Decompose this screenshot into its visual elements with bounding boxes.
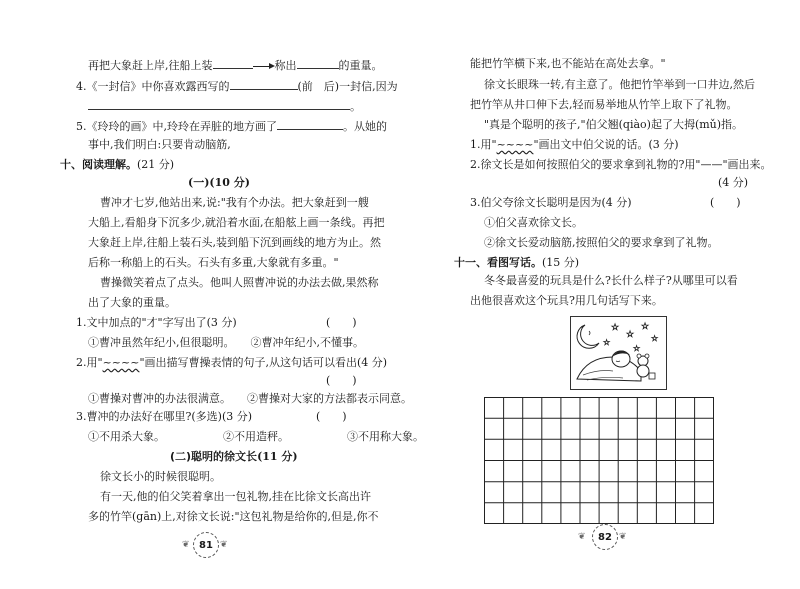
q4-text-a: 4.《一封信》中你喜欢露西写的 xyxy=(76,80,230,93)
section-11-score: (15 分) xyxy=(542,256,580,269)
passage-2-line: 徐文长眼珠一转,有主意了。他把竹竿举到一口井边,然后 xyxy=(484,78,755,91)
writing-grid[interactable] xyxy=(484,397,714,524)
q4-text-b: (前 后)一封信,因为 xyxy=(297,80,398,93)
p2-question-2 xyxy=(470,158,772,172)
passage-2-line: 把竹竿从井口伸下去,轻而易举地从竹竿上取下了礼物。 xyxy=(470,98,738,111)
question-4-line xyxy=(76,78,398,94)
p2-q2-text-a: 2.徐文长是如何按照伯父的要求拿到礼物的?用" xyxy=(470,158,701,171)
passage-2-line: 有一天,他的伯父笑着拿出一包礼物,挂在比徐文长高出许 xyxy=(100,490,371,503)
leaf-ornament-icon: ❦ xyxy=(220,540,228,550)
p1-q3-answer-box[interactable]: ( ) xyxy=(316,410,347,423)
p1-q2-options xyxy=(88,392,412,406)
p1-q1-options xyxy=(88,336,364,350)
p1-q2-option-b: ②曹操对大家的方法都表示同意。 xyxy=(247,392,412,405)
p1-question-1: 1.文中加点的"才"字写出了(3 分) xyxy=(76,316,237,329)
right-page xyxy=(400,0,800,589)
p2-q3-answer-box[interactable]: ( ) xyxy=(710,196,741,209)
p2-question-1 xyxy=(470,138,679,152)
q5-blank-1[interactable] xyxy=(277,118,343,130)
q4-text-end: 。 xyxy=(350,100,361,113)
question-5-line-2 xyxy=(88,138,231,152)
passage-2-score: (11 分) xyxy=(257,450,298,463)
p2-q1-text-a: 1.用" xyxy=(470,138,497,151)
p1-q3-option-b: ②不用造秤。 xyxy=(223,430,289,443)
straight-line-mark: —— xyxy=(700,158,723,171)
passage-1-heading: (一)(10 分) xyxy=(188,176,250,189)
writing-prompt-line: 冬冬最喜爱的玩具是什么?长什么样子?从哪里可以看 xyxy=(484,274,738,287)
p2-q3-option-a: ①伯父喜欢徐文长。 xyxy=(484,216,583,229)
q3-blank-2[interactable] xyxy=(297,57,339,69)
passage-1-line: 出了大象的重量。 xyxy=(88,296,176,309)
passage-1-line: 曹冲才七岁,他站出来,说:"我有个办法。把大象赶到一艘 xyxy=(100,196,369,209)
passage-2-line: "真是个聪明的孩子,"伯父翘(qiào)起了大拇(mǔ)指。 xyxy=(484,118,744,131)
question-5-line xyxy=(76,118,387,134)
q3-text-b: 称出 xyxy=(274,59,297,72)
p2-q1-text-b: "画出文中伯父说的话。(3 分) xyxy=(533,138,679,151)
p1-q2-text-a: 2.用" xyxy=(76,356,103,369)
section-10-title: 十、阅读理解。 xyxy=(60,158,137,171)
q5-line-2-text: 事中,我们明白:只要肯动脑筋, xyxy=(88,138,231,151)
q3-text-c: 的重量。 xyxy=(338,59,383,72)
passage-1-line: 后称一称船上的石头。石头有多重,大象就有多重。" xyxy=(88,256,339,269)
p1-q1-option-b: ②曹冲年纪小,不懂事。 xyxy=(250,336,364,349)
section-11-title: 十一、看图写话。 xyxy=(454,256,542,269)
section-10-heading xyxy=(60,158,174,172)
section-10-score: (21 分) xyxy=(137,158,175,171)
q5-text-a: 5.《玲玲的画》中,玲玲在弄脏的地方画了 xyxy=(76,120,277,133)
star-icon: ☆ xyxy=(603,338,611,347)
p1-question-3: 3.曹冲的办法好在哪里?(多选)(3 分) xyxy=(76,410,253,423)
star-icon: ☆ xyxy=(611,323,620,333)
passage-2-heading xyxy=(170,450,298,464)
p2-question-3: 3.伯父夸徐文长聪明是因为(4 分) xyxy=(470,196,632,209)
star-icon: ☆ xyxy=(633,344,641,353)
p1-q3-options xyxy=(88,430,424,444)
q4-blank-2[interactable] xyxy=(88,98,350,110)
p2-q3-option-b: ②徐文长爱动脑筋,按照伯父的要求拿到了礼物。 xyxy=(484,236,719,249)
q5-text-b: 。从她的 xyxy=(343,120,387,133)
p2-q2-score: (4 分) xyxy=(718,176,749,189)
sleeping-child-drawing xyxy=(571,317,666,389)
p1-q2-answer-box[interactable]: ( ) xyxy=(326,374,357,387)
p1-q2-text-b: "画出描写曹操表情的句子,从这句话可以看出(4 分) xyxy=(139,356,388,369)
wavy-line-mark: ~~~~ xyxy=(102,356,140,369)
teddy-bear-body xyxy=(637,365,649,377)
q4-blank-1[interactable] xyxy=(230,78,298,90)
p1-q3-option-a: ①不用杀大象。 xyxy=(88,430,165,443)
star-icon: ☆ xyxy=(651,334,659,343)
p1-q1-option-a: ①曹冲虽然年纪小,但很聪明。 xyxy=(88,336,235,349)
passage-2-line: 徐文长小的时候很聪明。 xyxy=(100,470,221,483)
passage-1-line: 大象赶上岸,往船上装石头,装到船下沉到画线的地方为止。然 xyxy=(88,236,381,249)
writing-prompt-line: 出他很喜欢这个玩具?用几句话写下来。 xyxy=(470,294,663,307)
p1-question-2 xyxy=(76,356,387,370)
page-number-81: 81 xyxy=(193,532,219,558)
star-icon: ☆ xyxy=(641,322,650,332)
page-number-82: 82 xyxy=(592,524,618,550)
star-icon: ☆ xyxy=(626,330,635,340)
passage-2-line: 能把竹竿横下来,也不能站在高处去拿。" xyxy=(470,57,666,70)
leaf-ornament-icon: ❦ xyxy=(182,540,190,550)
question-4-line-2 xyxy=(88,98,361,114)
wavy-line-mark: ~~~~ xyxy=(496,138,534,151)
passage-1-line: 曹操微笑着点了点头。他叫人照曹冲说的办法去做,果然称 xyxy=(100,276,379,289)
p1-q2-option-a: ①曹操对曹冲的办法很满意。 xyxy=(88,392,231,405)
p2-q2-text-b: "画出来。 xyxy=(722,158,772,171)
p1-q3-option-c: ③不用称大象。 xyxy=(347,430,424,443)
moon-icon xyxy=(577,325,599,348)
arrow-right-icon xyxy=(253,61,275,71)
question-3-line xyxy=(88,57,383,73)
passage-2-line: 多的竹竿(gān)上,对徐文长说:"这包礼物是给你的,但是,你不 xyxy=(88,510,379,523)
p1-q1-answer-box[interactable]: ( ) xyxy=(326,316,357,329)
section-11-heading xyxy=(454,256,579,270)
leaf-ornament-icon: ❦ xyxy=(578,532,586,542)
illustration-child-sleeping-with-teddy xyxy=(570,316,667,390)
q3-blank-1[interactable] xyxy=(213,57,253,69)
passage-2-title: (二)聪明的徐文长 xyxy=(170,450,258,463)
q3-text-a: 再把大象赶上岸,往船上装 xyxy=(88,59,213,72)
leaf-ornament-icon: ❦ xyxy=(619,532,627,542)
passage-1-line: 大船上,看船身下沉多少,就沿着水面,在船舷上画一条线。再把 xyxy=(88,216,385,229)
